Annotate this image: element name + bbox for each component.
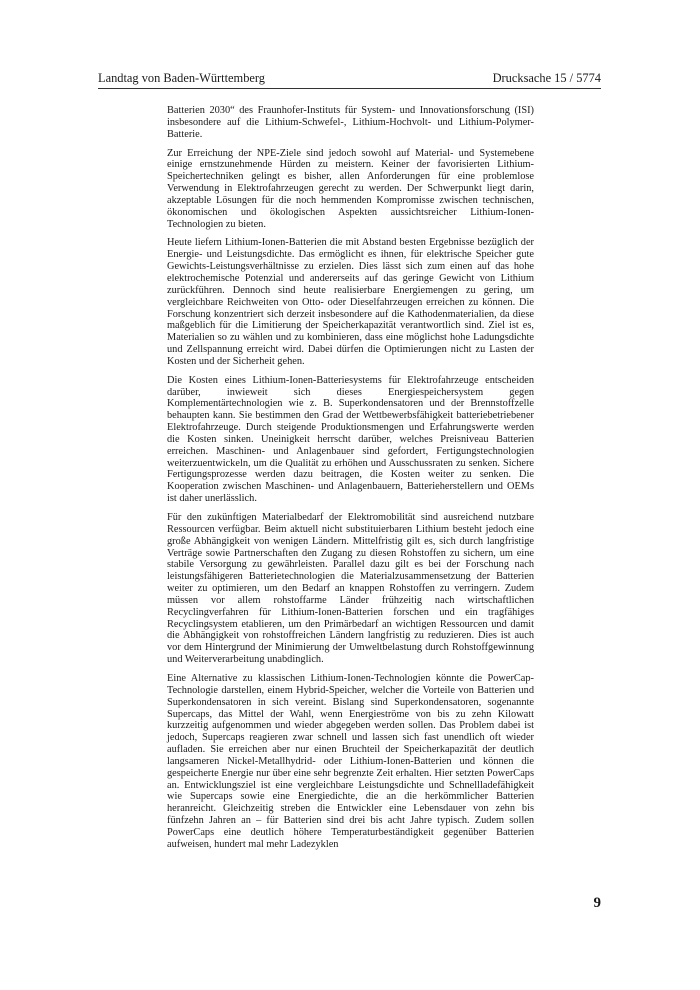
header-divider bbox=[98, 88, 601, 89]
paragraph-6: Eine Alternative zu klassischen Lithium-Ionen-Technologien könnte die PowerCap-Technologie darstellen, einem Hybrid-Speicher, welcher die Vorteile von Batterien und Superkondensatoren in sich vereint. Bislang sind Superkondensatoren, sogenannte Supercaps, das Mittel der Wahl, wenn Energieströme von bis zu zehn Kilowatt kurzzeitig aufgenommen und wieder abgegeben werden sollen. Das Problem dabei ist jedoch, Supercaps reagieren zwar schnell und lassen sich fast unendlich oft wieder aufladen. Sie erreichen aber nur einen Bruchteil der Speicherkapazität der deutlich langsameren Nickel-Metallhydrid- oder Lithium-Ionen-Batterien und können die gespeicherte Energie nur über eine sehr begrenzte Zeit erhalten. Hier setzten PowerCaps an. Entwicklungsziel ist eine vergleichbare Leistungsdichte und Schnellladefähigkeit wie Supercaps sowie eine Energiedichte, die an die herkömmlicher Batterien heranreicht. Gleichzeitig streben die Entwickler eine Lebensdauer von zehn bis fünfzehn Jahren an – für Batterien sind drei bis acht Jahre typisch. Zudem sollen PowerCaps eine deutlich höhere Temperaturbeständigkeit gegenüber Batterien aufweisen, hundert mal mehr Ladezyklen bbox=[167, 672, 534, 850]
paragraph-3: Heute liefern Lithium-Ionen-Batterien die mit Abstand besten Ergebnisse bezüglich der Energie- und Leistungsdichte. Das ermöglicht es ihnen, für elektrische Speicher gute Gewichts-Leistungsverhältnisse zu erzielen. Dies lässt sich zum einen auf das hohe elektrochemische Potenzial und andererseits auf das geringe Gewicht von Lithium zurückführen. Dennoch sind heute realisierbare Energiemengen zu gering, um vergleichbare Reichweiten von Otto- oder Dieselfahrzeugen erreichen zu können. Die Forschung konzentriert sich derzeit insbesondere auf die Kathodenmaterialien, da diese maßgeblich für die Limitierung der Speicherkapazität verantwortlich sind. Ziel ist es, Materialien so zu wählen und zu kombinieren, dass eine möglichst hohe Ladungsdichte und Zellspannung erreicht wird. Dabei dürfen die Optimierungen nicht zu Lasten der Kosten und der Sicherheit gehen. bbox=[167, 237, 534, 367]
paragraph-1: Batterien 2030“ des Fraunhofer-Instituts für System- und Innovationsforschung (ISI) insbesondere auf die Lithium-Schwefel-, Lithium-Hochvolt- und Lithium-Polymer-Batterie. bbox=[167, 105, 534, 140]
body-text bbox=[167, 105, 534, 858]
header-parliament-name: Landtag von Baden-Württemberg bbox=[98, 71, 265, 85]
paragraph-2: Zur Erreichung der NPE-Ziele sind jedoch sowohl auf Material- und Systemebene einige ernstzunehmende Hürden zu meistern. Keiner der favorisierten Lithium-Speichertechniken gelingt es bisher, allen Anforderungen für eine problemlose Verwendung in Elektrofahrzeugen gerecht zu werden. Der Schwerpunkt liegt darin, akzeptable Lösungen für die noch hemmenden Kompromisse zwischen technischen, ökonomischen und ökologischen Aspekten aussichtsreicher Lithium-Ionen-Technologien zu bieten. bbox=[167, 147, 534, 230]
paragraph-5: Für den zukünftigen Materialbedarf der Elektromobilität sind ausreichend nutzbare Ressourcen verfügbar. Beim aktuell nicht substituierbaren Lithium besteht jedoch eine große Abhängigkeit von wenigen Ländern. Mittelfristig gilt es, sich durch langfristige Verträge sowie Partnerschaften den Zugang zu diesen Rohstoffen zu sichern, um eine stabile Versorgung zu gewährleisten. Parallel dazu gilt es bei der Forschung nach leistungsfähigeren Batterietechnologien die Materialzusammensetzung der Batterien weiter zu optimieren, um den Bedarf an knappen Rohstoffen zu verringern. Zudem müssen vor allem rohstoffarme Länder frühzeitig nach wirtschaftlichen Recyclingverfahren für Lithium-Ionen-Batterien forschen und ein tragfähiges Recyclingsystem etablieren, um den Primärbedarf an wichtigen Ressourcen und damit die Abhängigkeit von rohstoffreichen Ländern langfristig zu reduzieren. Dies ist auch vor dem Hintergrund der Minimierung der Umweltbelastung durch Rohstoffgewinnung und Weiterverarbeitung unabdinglich. bbox=[167, 512, 534, 666]
paragraph-4: Die Kosten eines Lithium-Ionen-Batteriesystems für Elektrofahrzeuge entscheiden darüber, inwieweit sich dieses Energiespeichersystem gegen Komplementärtechnologien wie z. B. Superkondensatoren und der Brennstoffzelle behaupten kann. Sie bestimmen den Grad der Wettbewerbsfähigkeit batteriebetriebener Elektrofahrzeuge. Durch steigende Produktionsmengen und Erfahrungswerte werden die Kosten sinken. Uneinigkeit herrscht darüber, welches Preisniveau Batterien erreichen. Maschinen- und Anlagenbauer sind gefordert, Fertigungstechnologien weiterzuentwickeln, um die Qualität zu erhöhen und Ausschussraten zu senken. Sichere Fertigungsprozesse werden dazu beitragen, die Kosten weiter zu senken. Die Kooperation zwischen Maschinen- und Anlagenbauern, Batterieherstellern und OEMs ist daher unerlässlich. bbox=[167, 374, 534, 505]
page-number: 9 bbox=[593, 895, 601, 911]
header-document-number: Drucksache 15 / 5774 bbox=[492, 71, 601, 85]
